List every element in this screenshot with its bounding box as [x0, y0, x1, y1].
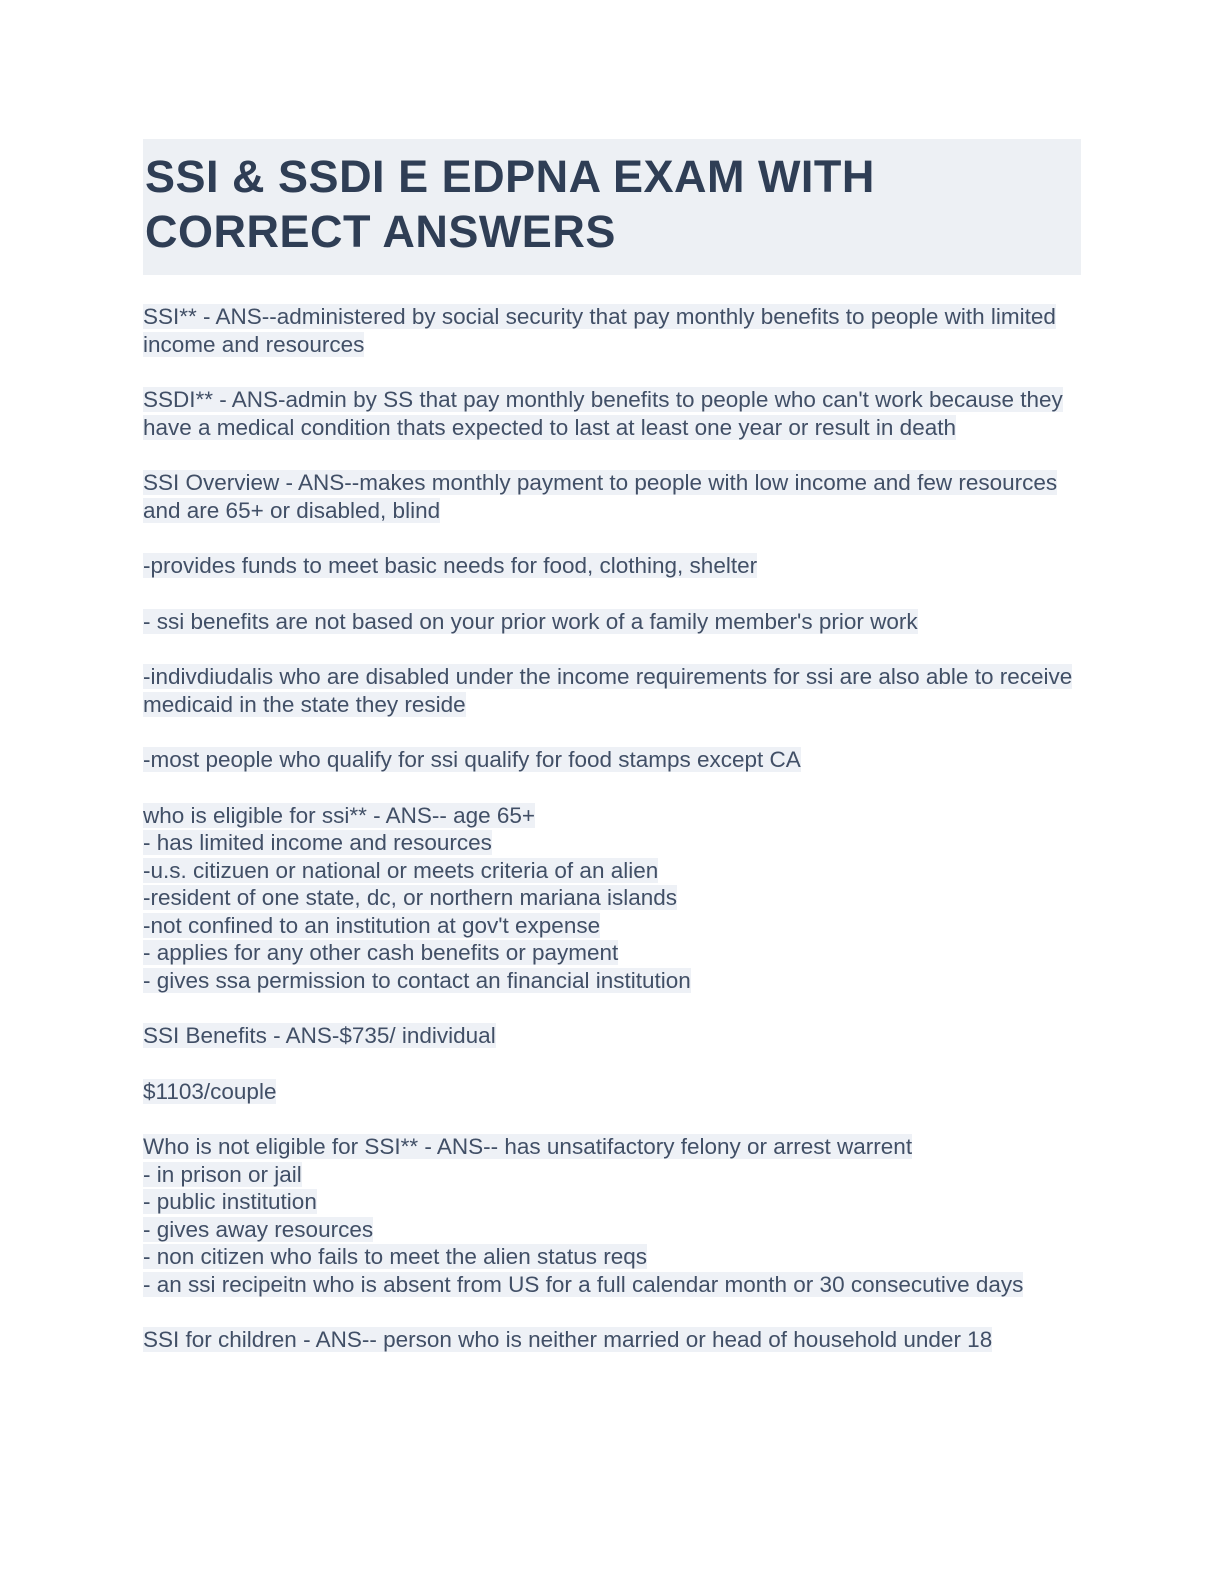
text-line: - gives ssa permission to contact an financial institution: [143, 967, 691, 993]
document-body: [143, 303, 1083, 1382]
text-line: - public institution: [143, 1189, 317, 1214]
text-line: SSDI** - ANS-admin by SS that pay monthly benefits to people who can't work because they have a medical condition thats expected to last at least one year or result in death: [143, 387, 1063, 440]
paragraph: [143, 303, 1083, 358]
text-line: SSI** - ANS--administered by social security that pay monthly benefits to people with limited income and resources: [143, 304, 1056, 357]
page-title-line-1: SSI & SSDI E EDPNA EXAM WITH: [145, 151, 875, 202]
text-line: -indivdiudalis who are disabled under the income requirements for ssi are also able to receive medicaid in the state they reside: [143, 664, 1073, 717]
text-line: SSI for children - ANS-- person who is neither married or head of household under 18: [143, 1327, 993, 1352]
paragraph: [143, 608, 1083, 636]
text-line: $1103/couple: [143, 1078, 277, 1104]
paragraph: [143, 1078, 1083, 1106]
text-line: SSI Overview - ANS--makes monthly payment to people with low income and few resources and are 65+ or disabled, blind: [143, 470, 1058, 523]
text-line: - gives away resources: [143, 1216, 374, 1242]
text-line: - has limited income and resources: [143, 830, 492, 855]
text-line: - applies for any other cash benefits or payment: [143, 940, 619, 965]
text-line: -provides funds to meet basic needs for food, clothing, shelter: [143, 553, 758, 578]
page-title-line-2: CORRECT ANSWERS: [145, 206, 616, 257]
paragraph: [143, 552, 1083, 580]
paragraph: [143, 802, 1083, 995]
page-title: [145, 149, 1081, 259]
paragraph: [143, 746, 1083, 774]
text-line: -most people who qualify for ssi qualify for food stamps except CA: [143, 747, 801, 772]
text-line: - ssi benefits are not based on your prior work of a family member's prior work: [143, 608, 918, 634]
text-line: -u.s. citizuen or national or meets criteria of an alien: [143, 857, 659, 883]
text-line: - in prison or jail: [143, 1161, 302, 1187]
paragraph: [143, 1022, 1083, 1050]
paragraph: [143, 386, 1083, 441]
paragraph: [143, 1133, 1083, 1298]
text-line: - non citizen who fails to meet the alien status reqs: [143, 1244, 648, 1269]
text-line: SSI Benefits - ANS-$735/ individual: [143, 1023, 496, 1048]
paragraph: [143, 663, 1083, 718]
text-line: -not confined to an institution at gov't expense: [143, 912, 601, 938]
text-line: who is eligible for ssi** - ANS-- age 65+: [143, 802, 536, 828]
paragraph: [143, 469, 1083, 524]
text-line: - an ssi recipeitn who is absent from US for a full calendar month or 30 consecutive days: [143, 1271, 1024, 1297]
document-title-block: [143, 139, 1081, 275]
text-line: -resident of one state, dc, or northern mariana islands: [143, 885, 678, 910]
paragraph: [143, 1326, 1083, 1354]
text-line: Who is not eligible for SSI** - ANS-- has unsatifactory felony or arrest warrent: [143, 1134, 913, 1159]
